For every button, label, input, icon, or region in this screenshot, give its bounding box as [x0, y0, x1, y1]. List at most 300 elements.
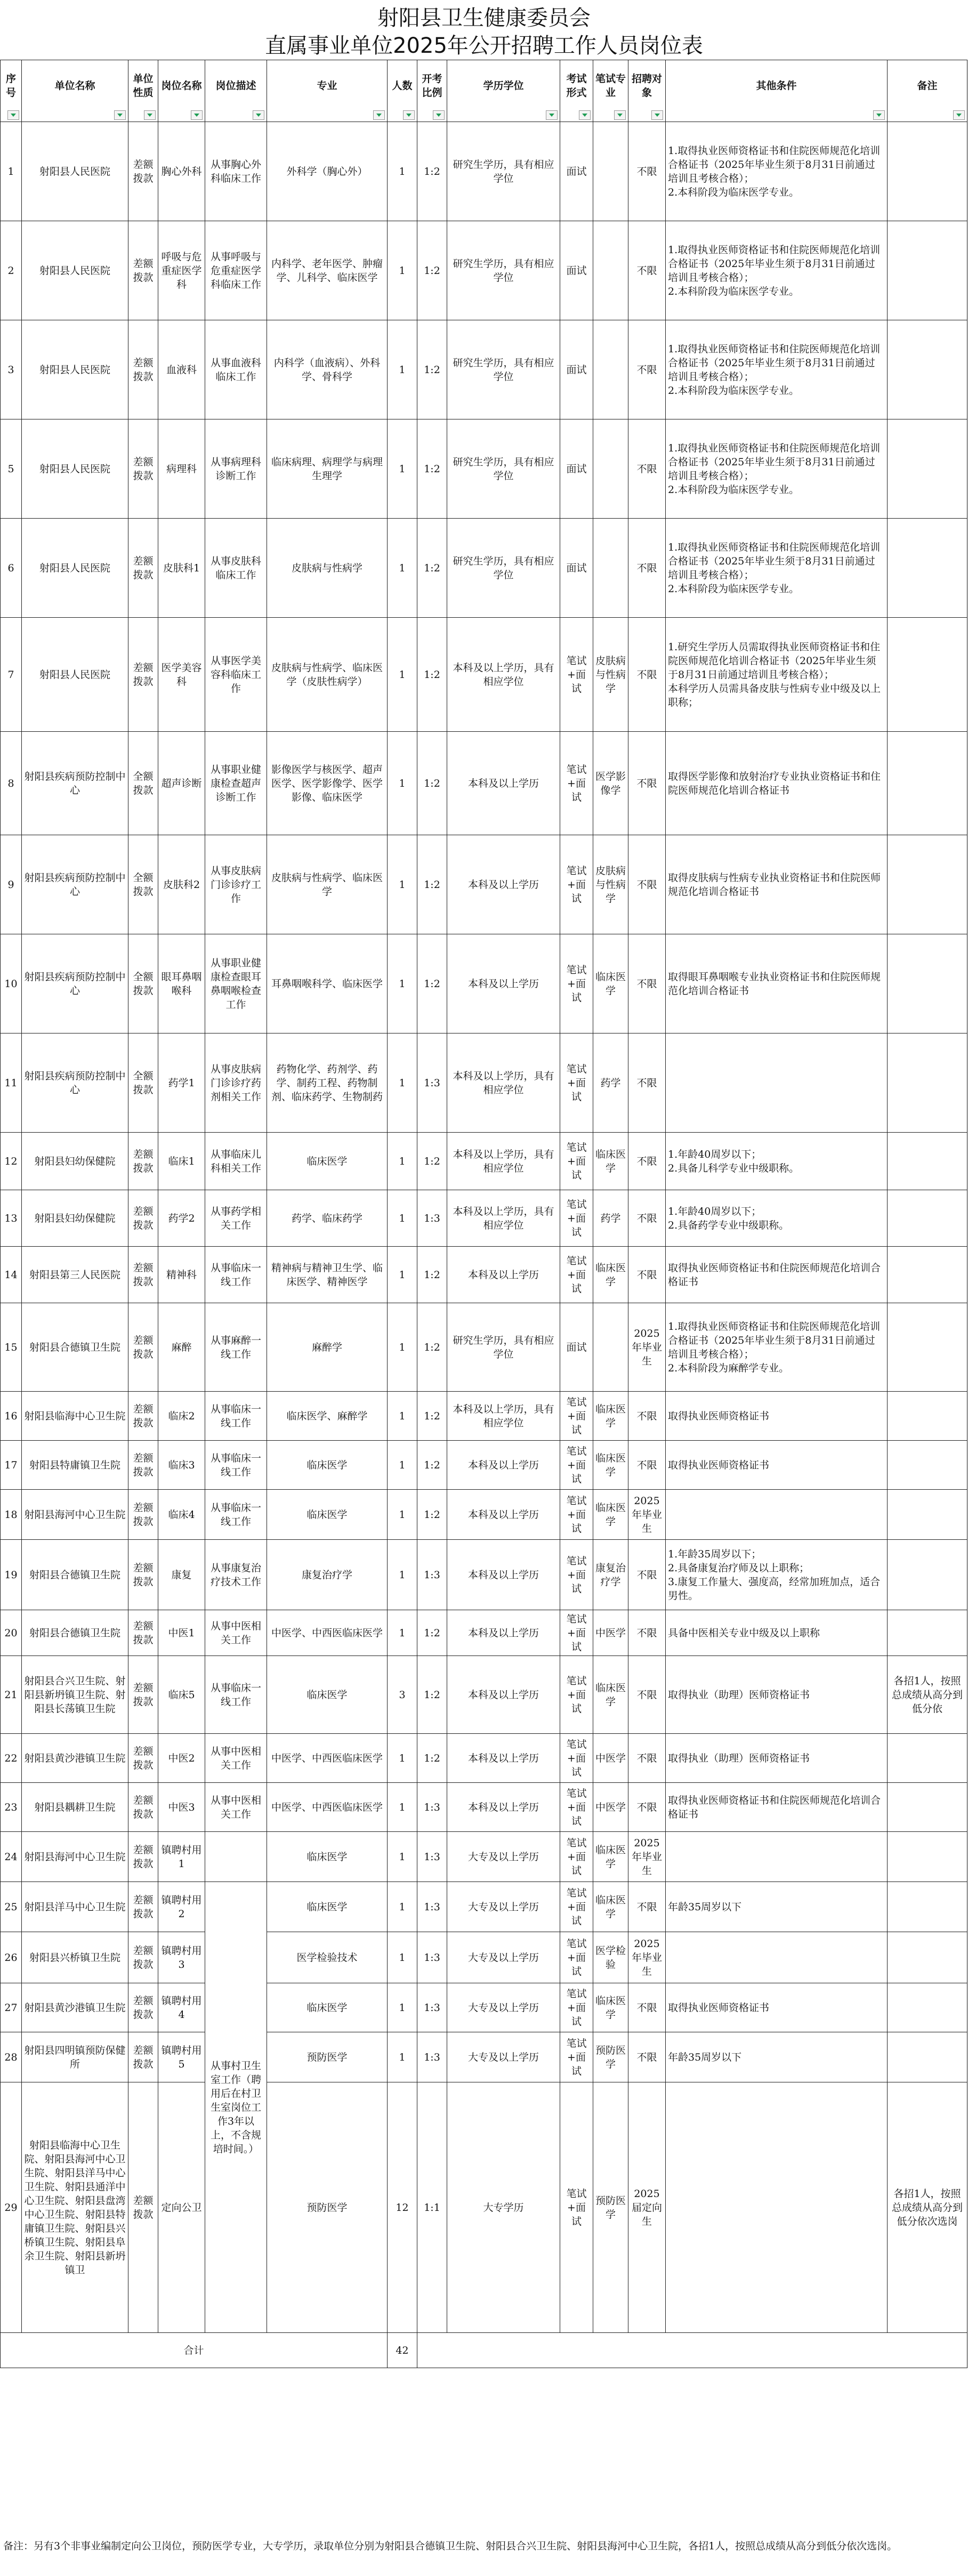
filter-dropdown-icon[interactable]	[253, 110, 264, 120]
cell-major: 临床医学	[267, 1832, 388, 1882]
cell-education: 本科及以上学历，具有相应学位	[447, 1033, 560, 1133]
cell-other: 1.取得执业医师资格证书和住院医师规范化培训合格证书（2025年毕业生须于8月31日前通过培训且考核合格）； 2.本科阶段为临床医学专业。	[666, 519, 888, 618]
cell-exam: 面试	[560, 519, 593, 618]
cell-exam: 笔试+面试	[560, 835, 593, 934]
cell-major: 临床医学	[267, 1882, 388, 1932]
column-header	[158, 60, 205, 122]
cell-ratio: 1:2	[417, 1656, 447, 1734]
cell-other: 取得执业医师资格证书和住院医师规范化培训合格证书	[666, 1247, 888, 1303]
cell-description: 从事临床一线工作	[205, 1247, 267, 1303]
cell-nature: 差额拨款	[128, 419, 158, 519]
cell-target: 不限	[628, 1540, 666, 1610]
cell-ratio: 1:3	[417, 1932, 447, 1983]
cell-description: 从事中医相关工作	[205, 1783, 267, 1832]
cell-nature: 全额拨款	[128, 934, 158, 1033]
cell-index: 6	[1, 519, 22, 618]
cell-count: 1	[388, 519, 417, 618]
cell-remark	[888, 1734, 967, 1783]
filter-dropdown-icon[interactable]	[144, 110, 156, 120]
filter-dropdown-icon[interactable]	[546, 110, 558, 120]
filter-dropdown-icon[interactable]	[953, 110, 965, 120]
table-row	[1, 122, 967, 221]
column-header-label: 岗位名称	[161, 80, 202, 92]
cell-index: 28	[1, 2032, 22, 2082]
cell-count: 12	[388, 2082, 417, 2333]
table-row	[1, 1783, 967, 1832]
cell-major: 药物化学、药剂学、药学、制药工程、药物制剂、临床药学、生物制药	[267, 1033, 388, 1133]
cell-written-major: 皮肤病与性病学	[593, 835, 628, 934]
cell-exam: 笔试+面试	[560, 1656, 593, 1734]
cell-target: 不限	[628, 1190, 666, 1247]
cell-major: 皮肤病与性病学、临床医学（皮肤性病学）	[267, 618, 388, 732]
cell-count: 1	[388, 2032, 417, 2082]
cell-index: 10	[1, 934, 22, 1033]
cell-major: 预防医学	[267, 2032, 388, 2082]
cell-description: 从事职业健康检查眼耳鼻咽喉检查工作	[205, 934, 267, 1033]
cell-written-major: 临床医学	[593, 1133, 628, 1190]
cell-unit: 射阳县合德镇卫生院	[22, 1303, 128, 1392]
table-row	[1, 835, 967, 934]
cell-education: 本科及以上学历	[447, 1734, 560, 1783]
cell-education: 本科及以上学历，具有相应学位	[447, 1190, 560, 1247]
cell-nature: 差额拨款	[128, 618, 158, 732]
cell-remark	[888, 1490, 967, 1540]
filter-dropdown-icon[interactable]	[403, 110, 415, 120]
cell-education: 本科及以上学历	[447, 1441, 560, 1490]
cell-description: 从事皮肤病门诊诊疗药剂相关工作	[205, 1033, 267, 1133]
cell-written-major	[593, 122, 628, 221]
cell-nature: 差额拨款	[128, 1303, 158, 1392]
cell-nature: 差额拨款	[128, 1783, 158, 1832]
cell-ratio: 1:2	[417, 1734, 447, 1783]
cell-count: 1	[388, 1540, 417, 1610]
table-row	[1, 1832, 967, 1882]
cell-unit: 射阳县临海中心卫生院	[22, 1392, 128, 1441]
cell-major: 皮肤病与性病学	[267, 519, 388, 618]
cell-exam: 笔试+面试	[560, 1190, 593, 1247]
cell-nature: 差额拨款	[128, 1133, 158, 1190]
cell-ratio: 1:2	[417, 1303, 447, 1392]
document-subtitle: 直属事业单位2025年公开招聘工作人员岗位表	[265, 34, 703, 58]
filter-dropdown-icon[interactable]	[114, 110, 126, 120]
cell-other	[666, 1490, 888, 1540]
cell-nature: 差额拨款	[128, 1610, 158, 1656]
column-header-label: 笔试专业	[595, 73, 626, 99]
cell-nature: 差额拨款	[128, 1882, 158, 1932]
cell-written-major: 康复治疗学	[593, 1540, 628, 1610]
cell-description: 从事医学美容科临床工作	[205, 618, 267, 732]
cell-target: 2025年毕业生	[628, 1303, 666, 1392]
cell-count: 1	[388, 1133, 417, 1190]
cell-ratio: 1:2	[417, 1247, 447, 1303]
cell-target: 不限	[628, 1882, 666, 1932]
cell-index: 20	[1, 1610, 22, 1656]
cell-remark	[888, 1783, 967, 1832]
cell-major: 中医学、中西医临床医学	[267, 1610, 388, 1656]
cell-major: 医学检验技术	[267, 1932, 388, 1983]
cell-index: 17	[1, 1441, 22, 1490]
cell-nature: 差额拨款	[128, 1490, 158, 1540]
cell-post: 医学美容科	[158, 618, 205, 732]
cell-nature: 差额拨款	[128, 1832, 158, 1882]
column-header-label: 开考比例	[422, 73, 442, 99]
cell-index: 3	[1, 320, 22, 419]
cell-remark	[888, 732, 967, 835]
cell-other: 取得执业医师资格证书	[666, 1983, 888, 2032]
cell-unit: 射阳县黄沙港镇卫生院	[22, 1983, 128, 2032]
table-row	[1, 1540, 967, 1610]
table-row	[1, 1441, 967, 1490]
cell-education: 本科及以上学历	[447, 1247, 560, 1303]
cell-education: 本科及以上学历，具有相应学位	[447, 1392, 560, 1441]
cell-other: 取得眼耳鼻咽喉专业执业资格证书和住院医师规范化培训合格证书	[666, 934, 888, 1033]
cell-remark	[888, 1540, 967, 1610]
cell-other: 取得医学影像和放射治疗专业执业资格证书和住院医师规范化培训合格证书	[666, 732, 888, 835]
column-header-label: 学历学位	[483, 80, 524, 92]
cell-remark	[888, 1190, 967, 1247]
table-row	[1, 1490, 967, 1540]
header-row	[1, 60, 967, 122]
cell-other: 取得执业医师资格证书	[666, 1441, 888, 1490]
cell-major: 内科学、老年医学、肿瘤学、儿科学、临床医学	[267, 221, 388, 320]
cell-other	[666, 1932, 888, 1983]
cell-written-major: 药学	[593, 1033, 628, 1133]
cell-education: 大专及以上学历	[447, 1932, 560, 1983]
filter-dropdown-icon[interactable]	[651, 110, 663, 120]
cell-other	[666, 2082, 888, 2333]
cell-remark	[888, 1033, 967, 1133]
cell-ratio: 1:2	[417, 320, 447, 419]
cell-exam: 笔试+面试	[560, 1932, 593, 1983]
cell-target: 2025年毕业生	[628, 1832, 666, 1882]
cell-unit: 射阳县黄沙港镇卫生院	[22, 1734, 128, 1783]
cell-education: 本科及以上学历	[447, 1540, 560, 1610]
cell-index: 24	[1, 1832, 22, 1882]
cell-description: 从事中医相关工作	[205, 1610, 267, 1656]
cell-education: 研究生学历，具有相应学位	[447, 519, 560, 618]
cell-unit: 射阳县人民医院	[22, 519, 128, 618]
cell-major: 临床医学	[267, 1133, 388, 1190]
cell-count: 1	[388, 934, 417, 1033]
cell-target: 不限	[628, 1783, 666, 1832]
cell-remark	[888, 1932, 967, 1983]
cell-ratio: 1:3	[417, 1983, 447, 2032]
cell-description: 从事临床一线工作	[205, 1656, 267, 1734]
cell-written-major: 临床医学	[593, 1490, 628, 1540]
cell-written-major	[593, 320, 628, 419]
cell-count: 1	[388, 221, 417, 320]
cell-unit: 射阳县人民医院	[22, 320, 128, 419]
cell-post: 中医2	[158, 1734, 205, 1783]
cell-target: 不限	[628, 1983, 666, 2032]
cell-other: 1.年龄40周岁以下； 2.具备药学专业中级职称。	[666, 1190, 888, 1247]
cell-written-major	[593, 221, 628, 320]
cell-unit: 射阳县合德镇卫生院	[22, 1540, 128, 1610]
cell-post: 眼耳鼻咽喉科	[158, 934, 205, 1033]
cell-description: 从事皮肤科临床工作	[205, 519, 267, 618]
cell-major: 外科学（胸心外）	[267, 122, 388, 221]
cell-major: 中医学、中西医临床医学	[267, 1734, 388, 1783]
cell-education: 大专学历	[447, 2082, 560, 2333]
cell-count: 1	[388, 122, 417, 221]
cell-unit: 射阳县兴桥镇卫生院	[22, 1932, 128, 1983]
cell-major: 精神病与精神卫生学、临床医学、精神医学	[267, 1247, 388, 1303]
cell-ratio: 1:3	[417, 1033, 447, 1133]
cell-exam: 笔试+面试	[560, 2082, 593, 2333]
cell-other: 1.年龄40周岁以下； 2.具备儿科学专业中级职称。	[666, 1133, 888, 1190]
cell-remark	[888, 1610, 967, 1656]
cell-major: 预防医学	[267, 2082, 388, 2333]
column-header	[628, 60, 666, 122]
cell-post: 超声诊断	[158, 732, 205, 835]
cell-count: 1	[388, 732, 417, 835]
cell-count: 1	[388, 1734, 417, 1783]
filter-dropdown-icon[interactable]	[373, 110, 385, 120]
cell-major: 中医学、中西医临床医学	[267, 1783, 388, 1832]
cell-ratio: 1:2	[417, 1392, 447, 1441]
cell-written-major: 医学影像学	[593, 732, 628, 835]
cell-major: 药学、临床药学	[267, 1190, 388, 1247]
filter-dropdown-icon[interactable]	[191, 110, 203, 120]
cell-exam: 笔试+面试	[560, 1247, 593, 1303]
column-header	[666, 60, 888, 122]
cell-ratio: 1:2	[417, 1490, 447, 1540]
cell-ratio: 1:2	[417, 934, 447, 1033]
cell-ratio: 1:2	[417, 1610, 447, 1656]
cell-description: 从事病理科诊断工作	[205, 419, 267, 519]
cell-exam: 笔试+面试	[560, 1490, 593, 1540]
cell-exam: 笔试+面试	[560, 1033, 593, 1133]
position-table	[0, 60, 967, 2368]
cell-count: 1	[388, 1610, 417, 1656]
cell-ratio: 1:1	[417, 2082, 447, 2333]
table-row	[1, 1610, 967, 1656]
cell-description	[205, 1832, 267, 1882]
cell-index: 7	[1, 618, 22, 732]
cell-ratio: 1:2	[417, 221, 447, 320]
cell-education: 研究生学历，具有相应学位	[447, 122, 560, 221]
cell-ratio: 1:3	[417, 2032, 447, 2082]
column-header-label: 其他条件	[756, 80, 797, 92]
table-row	[1, 1392, 967, 1441]
cell-other: 取得执业（助理）医师资格证书	[666, 1734, 888, 1783]
cell-unit: 射阳县特庸镇卫生院	[22, 1441, 128, 1490]
cell-index: 29	[1, 2082, 22, 2333]
cell-remark	[888, 1247, 967, 1303]
cell-count: 1	[388, 1033, 417, 1133]
filter-dropdown-icon[interactable]	[7, 110, 19, 120]
cell-other: 1.取得执业医师资格证书和住院医师规范化培训合格证书（2025年毕业生须于8月31日前通过培训且考核合格）； 2.本科阶段为临床医学专业。	[666, 221, 888, 320]
cell-written-major: 临床医学	[593, 934, 628, 1033]
cell-ratio: 1:2	[417, 618, 447, 732]
cell-nature: 全额拨款	[128, 835, 158, 934]
table-row	[1, 618, 967, 732]
cell-exam: 笔试+面试	[560, 1441, 593, 1490]
table-row	[1, 1033, 967, 1133]
cell-unit: 射阳县人民医院	[22, 122, 128, 221]
cell-count: 1	[388, 835, 417, 934]
total-label: 合计	[1, 2333, 388, 2368]
cell-unit: 射阳县耦耕卫生院	[22, 1783, 128, 1832]
cell-exam: 笔试+面试	[560, 1783, 593, 1832]
cell-major: 临床医学	[267, 1656, 388, 1734]
cell-remark	[888, 1882, 967, 1932]
cell-major: 耳鼻咽喉科学、临床医学	[267, 934, 388, 1033]
filter-dropdown-icon[interactable]	[614, 110, 626, 120]
table-row	[1, 1303, 967, 1392]
cell-written-major	[593, 1303, 628, 1392]
cell-education: 本科及以上学历，具有相应学位	[447, 618, 560, 732]
cell-post: 临床4	[158, 1490, 205, 1540]
cell-exam: 笔试+面试	[560, 934, 593, 1033]
cell-description: 从事皮肤病门诊诊疗工作	[205, 835, 267, 934]
document-title: 射阳县卫生健康委员会	[377, 6, 591, 30]
cell-target: 不限	[628, 934, 666, 1033]
column-header-label: 人数	[392, 80, 413, 92]
cell-post: 镇聘村用3	[158, 1932, 205, 1983]
cell-nature: 差额拨款	[128, 320, 158, 419]
cell-written-major	[593, 519, 628, 618]
cell-exam: 面试	[560, 1303, 593, 1392]
cell-remark	[888, 934, 967, 1033]
cell-other: 年龄35周岁以下	[666, 1882, 888, 1932]
cell-unit: 射阳县疾病预防控制中心	[22, 732, 128, 835]
table-row	[1, 221, 967, 320]
table-row	[1, 519, 967, 618]
cell-post: 病理科	[158, 419, 205, 519]
cell-post: 呼吸与危重症医学科	[158, 221, 205, 320]
table-row	[1, 1656, 967, 1734]
cell-count: 1	[388, 1983, 417, 2032]
cell-major: 临床医学	[267, 1490, 388, 1540]
cell-major: 临床医学、麻醉学	[267, 1392, 388, 1441]
cell-ratio: 1:2	[417, 732, 447, 835]
cell-post: 精神科	[158, 1247, 205, 1303]
cell-remark	[888, 835, 967, 934]
column-header	[560, 60, 593, 122]
cell-other: 取得皮肤病与性病专业执业资格证书和住院医师规范化培训合格证书	[666, 835, 888, 934]
cell-major: 临床医学	[267, 1441, 388, 1490]
table-row	[1, 1932, 967, 1983]
cell-remark	[888, 1303, 967, 1392]
cell-unit: 射阳县合德镇卫生院	[22, 1610, 128, 1656]
cell-description: 从事呼吸与危重症医学科临床工作	[205, 221, 267, 320]
table-row	[1, 1983, 967, 2032]
cell-remark	[888, 1441, 967, 1490]
cell-post: 皮肤科1	[158, 519, 205, 618]
cell-target: 2025年毕业生	[628, 1490, 666, 1540]
cell-other: 1.年龄35周岁以下； 2.具备康复治疗师及以上职称； 3.康复工作量大、强度高，经常加班加点，适合男性。	[666, 1540, 888, 1610]
cell-index: 2	[1, 221, 22, 320]
cell-description: 从事药学相关工作	[205, 1190, 267, 1247]
cell-target: 不限	[628, 2032, 666, 2082]
cell-target: 不限	[628, 835, 666, 934]
cell-remark	[888, 221, 967, 320]
cell-remark: 各招1人，按照总成绩从高分到低分依	[888, 1656, 967, 1734]
cell-index: 9	[1, 835, 22, 934]
filter-dropdown-icon[interactable]	[873, 110, 885, 120]
cell-education: 本科及以上学历	[447, 732, 560, 835]
column-header	[888, 60, 967, 122]
cell-target: 2025届定向生	[628, 2082, 666, 2333]
cell-unit: 射阳县第三人民医院	[22, 1247, 128, 1303]
cell-target: 不限	[628, 1247, 666, 1303]
table-row	[1, 1190, 967, 1247]
filter-dropdown-icon[interactable]	[579, 110, 591, 120]
cell-post: 镇聘村用2	[158, 1882, 205, 1932]
cell-nature: 差额拨款	[128, 1392, 158, 1441]
cell-ratio: 1:3	[417, 1190, 447, 1247]
cell-other	[666, 1832, 888, 1882]
table-row	[1, 320, 967, 419]
cell-post: 胸心外科	[158, 122, 205, 221]
cell-major: 影像医学与核医学、超声医学、医学影像学、医学影像、临床医学	[267, 732, 388, 835]
cell-remark	[888, 1983, 967, 2032]
cell-nature: 差额拨款	[128, 519, 158, 618]
table-row	[1, 1734, 967, 1783]
column-header-label: 单位性质	[133, 73, 154, 99]
cell-nature: 差额拨款	[128, 1983, 158, 2032]
cell-post: 临床2	[158, 1392, 205, 1441]
cell-index: 12	[1, 1133, 22, 1190]
cell-written-major: 临床医学	[593, 1656, 628, 1734]
cell-exam: 笔试+面试	[560, 1882, 593, 1932]
cell-remark	[888, 1133, 967, 1190]
cell-education: 本科及以上学历	[447, 835, 560, 934]
cell-post: 镇聘村用5	[158, 2032, 205, 2082]
cell-index: 19	[1, 1540, 22, 1610]
cell-other: 具备中医相关专业中级及以上职称	[666, 1610, 888, 1656]
cell-ratio: 1:2	[417, 419, 447, 519]
cell-index: 15	[1, 1303, 22, 1392]
cell-written-major: 临床医学	[593, 1247, 628, 1303]
cell-nature: 差额拨款	[128, 2032, 158, 2082]
cell-description: 从事胸心外科临床工作	[205, 122, 267, 221]
cell-written-major	[593, 419, 628, 519]
cell-other: 取得执业医师资格证书和住院医师规范化培训合格证书	[666, 1783, 888, 1832]
cell-count: 1	[388, 1932, 417, 1983]
cell-education: 本科及以上学历	[447, 1656, 560, 1734]
cell-unit: 射阳县妇幼保健院	[22, 1190, 128, 1247]
cell-ratio: 1:2	[417, 122, 447, 221]
table-row	[1, 934, 967, 1033]
filter-dropdown-icon[interactable]	[433, 110, 445, 120]
cell-target: 不限	[628, 1392, 666, 1441]
cell-description: 从事麻醉一线工作	[205, 1303, 267, 1392]
cell-unit: 射阳县四明镇预防保健所	[22, 2032, 128, 2082]
table-body	[1, 122, 967, 2368]
footnote: 备注：另有3个非事业编制定向公卫岗位，预防医学专业，大专学历，录取单位分别为射阳县合德镇卫生院、射阳县合兴卫生院、射阳县海河中心卫生院，各招1人，按照总成绩从高分到低分依次选岗。	[3, 2540, 898, 2552]
cell-written-major: 中医学	[593, 1610, 628, 1656]
cell-index: 8	[1, 732, 22, 835]
cell-unit: 射阳县海河中心卫生院	[22, 1490, 128, 1540]
column-header	[128, 60, 158, 122]
cell-remark	[888, 419, 967, 519]
cell-index: 26	[1, 1932, 22, 1983]
cell-count: 1	[388, 419, 417, 519]
cell-exam: 面试	[560, 320, 593, 419]
cell-description: 从事临床一线工作	[205, 1441, 267, 1490]
cell-count: 1	[388, 320, 417, 419]
cell-count: 1	[388, 1190, 417, 1247]
cell-major: 临床病理、病理学与病理生理学	[267, 419, 388, 519]
cell-exam: 笔试+面试	[560, 1610, 593, 1656]
cell-remark	[888, 519, 967, 618]
cell-index: 13	[1, 1190, 22, 1247]
cell-education: 研究生学历，具有相应学位	[447, 1303, 560, 1392]
cell-post: 镇聘村用1	[158, 1832, 205, 1882]
column-header	[417, 60, 447, 122]
